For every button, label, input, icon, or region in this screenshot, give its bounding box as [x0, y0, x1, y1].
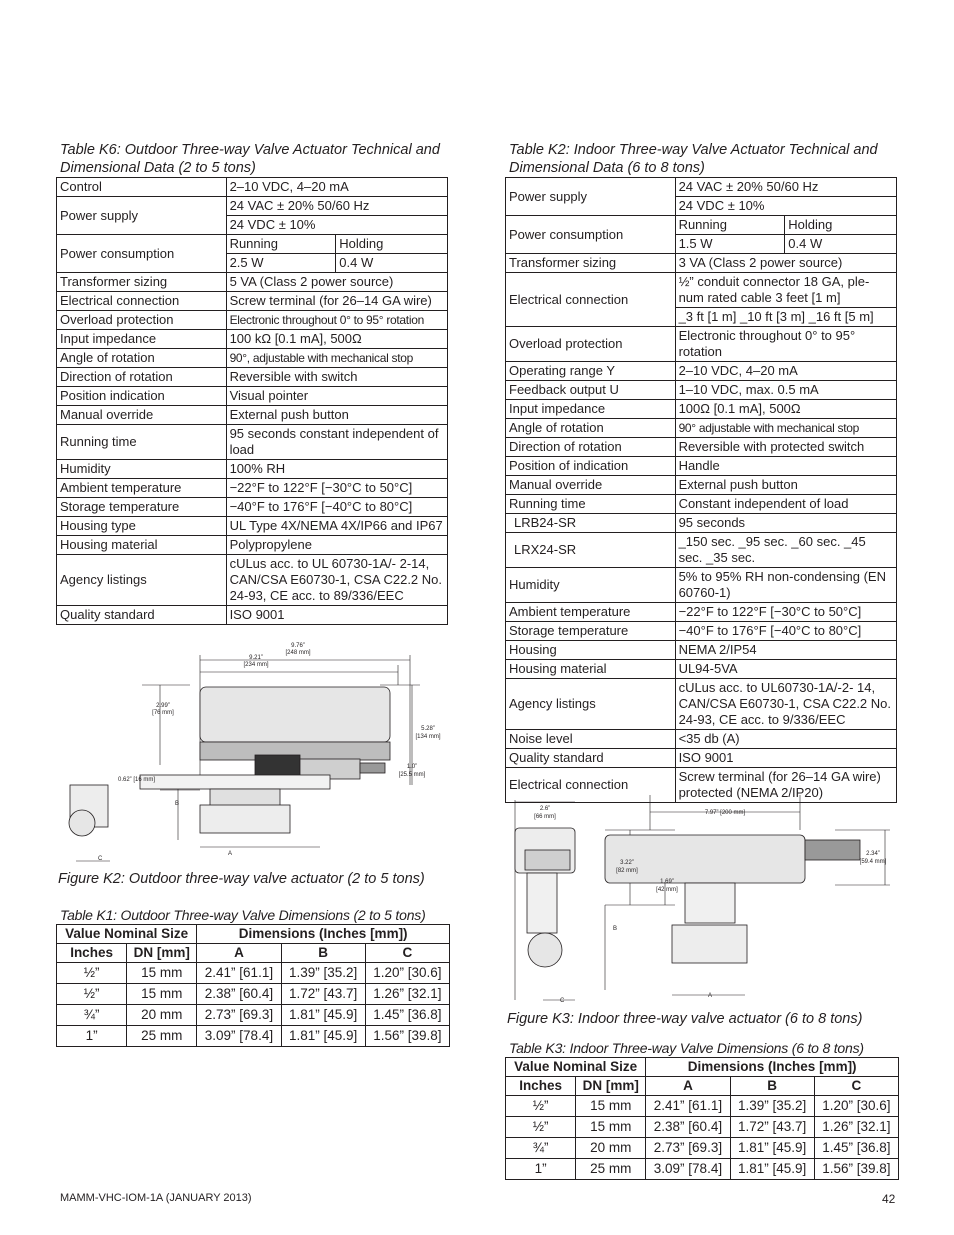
svg-text:[66 mm]: [66 mm] — [534, 814, 556, 820]
table-row: Housing material Polypropylene — [57, 536, 448, 555]
table-row: Inches DN [mm] A B C — [506, 1077, 899, 1096]
svg-text:1.69”: 1.69” — [660, 879, 674, 885]
table-row: Humidity 5% to 95% RH non-condensing (EN 60760-1) — [506, 568, 897, 603]
svg-text:[76 mm]: [76 mm] — [152, 710, 174, 716]
table-row: ½” 15 mm 2.38” [60.4] 1.72” [43.7] 1.26” [32.1] — [506, 1117, 899, 1138]
table-row: ½” 15 mm 2.41” [61.1] 1.39” [35.2] 1.20” [30.6] — [57, 963, 450, 984]
table-row: Input impedance 100 kΩ [0.1 mA], 500Ω — [57, 330, 448, 349]
table-row: ¾” 20 mm 2.73” [69.3] 1.81” [45.9] 1.45” [36.8] — [57, 1005, 450, 1026]
table-row: _3 ft [1 m] _10 ft [3 m] _16 ft [5 m] — [506, 308, 897, 327]
table-row: ½” 15 mm 2.41” [61.1] 1.39” [35.2] 1.20” [30.6] — [506, 1096, 899, 1117]
table-row: Manual override External push button — [57, 406, 448, 425]
table-row: Power consumption Running Holding — [506, 216, 897, 235]
svg-text:[42 mm]: [42 mm] — [656, 887, 678, 893]
table-row: Storage temperature −40°F to 176°F [−40°C to 80°C] — [57, 498, 448, 517]
table-row: Value Nominal Size Dimensions (Inches [mm]) — [57, 925, 450, 944]
table-row: Operating range Y 2–10 VDC, 4–20 mA — [506, 362, 897, 381]
table-row: Electrical connection Screw terminal (for 26–14 GA wire) — [57, 292, 448, 311]
outdoor-actuator-drawing — [60, 635, 460, 865]
table-row: Quality standard ISO 9001 — [506, 749, 897, 768]
table-row: Power supply 24 VAC ± 20% 50/60 Hz — [57, 197, 448, 216]
table-row: Ambient temperature −22°F to 122°F [−30°C to 50°C] — [57, 479, 448, 498]
svg-text:3.22”: 3.22” — [620, 860, 634, 866]
figure-k3-caption: Figure K3: Indoor three-way valve actuator (6 to 8 tons) — [507, 1011, 863, 1027]
table-k2-caption: Table K2: Indoor Three-way Valve Actuator Technical and Dimensional Data (6 to 8 tons) — [509, 142, 878, 176]
table-row: Angle of rotation 90° adjustable with mechanical stop — [506, 419, 897, 438]
table-row: 2.5 W 0.4 W — [57, 254, 448, 273]
table-row: Noise level <35 db (A) — [506, 730, 897, 749]
svg-text:7.97” [200 mm]: 7.97” [200 mm] — [704, 810, 746, 816]
table-row: ¾” 20 mm 2.73” [69.3] 1.81” [45.9] 1.45” [36.8] — [506, 1138, 899, 1159]
svg-text:9.76”: 9.76” — [291, 643, 305, 649]
table-row: Input impedance 100Ω [0.1 mA], 500Ω — [506, 400, 897, 419]
svg-text:[59.4 mm]: [59.4 mm] — [859, 859, 887, 865]
table-row: Position indication Visual pointer — [57, 387, 448, 406]
svg-text:C: C — [98, 856, 103, 862]
table-row: 24 VDC ± 10% — [57, 216, 448, 235]
svg-text:1.0”: 1.0” — [406, 764, 418, 770]
indoor-actuator-drawing — [505, 790, 905, 1005]
svg-text:[25.5 mm]: [25.5 mm] — [398, 772, 426, 778]
table-row: 1” 25 mm 3.09” [78.4] 1.81” [45.9] 1.56” [39.8] — [57, 1026, 450, 1047]
table-k3-caption: Table K3: Indoor Three-way Valve Dimensions (6 to 8 tons) — [509, 1040, 864, 1056]
svg-text:2.6”: 2.6” — [539, 806, 551, 812]
table-row: Agency listings cULus acc. to UL60730-1A/-2- 14, CAN/CSA E60730-1, CSA C22.2 No. 24-93, CE acc. to 9/336/EEC — [506, 679, 897, 730]
svg-text:B: B — [175, 801, 180, 807]
svg-text:[234 mm]: [234 mm] — [243, 662, 269, 668]
svg-text:[134 mm]: [134 mm] — [415, 734, 441, 740]
table-row: Angle of rotation 90°, adjustable with mechanical stop — [57, 349, 448, 368]
table-row: Feedback output U 1–10 VDC, max. 0.5 mA — [506, 381, 897, 400]
table-row: Housing type UL Type 4X/NEMA 4X/IP66 and IP67 — [57, 517, 448, 536]
table-row: Direction of rotation Reversible with protected switch — [506, 438, 897, 457]
svg-text:C: C — [560, 998, 565, 1004]
table-row: Storage temperature −40°F to 176°F [−40°C to 80°C] — [506, 622, 897, 641]
table-row: 24 VDC ± 10% — [506, 197, 897, 216]
table-k6-caption: Table K6: Outdoor Three-way Valve Actuator Technical and Dimensional Data (2 to 5 tons) — [60, 142, 440, 176]
table-k3 — [505, 1057, 899, 1180]
table-row: Overload protection Electronic throughout 0° to 95° rotation — [57, 311, 448, 330]
table-row: Electrical connection ½” conduit connector 18 GA, ple-num rated cable 3 feet [1 m] — [506, 273, 897, 308]
table-row: 1.5 W 0.4 W — [506, 235, 897, 254]
table-row: Position of indication Handle — [506, 457, 897, 476]
table-row: LRB24-SR 95 seconds — [506, 514, 897, 533]
table-row: Agency listings cULus acc. to UL 60730-1A/- 2-14, CAN/CSA E60730-1, CSA C22.2 No. 24-93, CE acc. to 89/336/EEC — [57, 555, 448, 606]
svg-text:2.99”: 2.99” — [156, 703, 170, 709]
table-row: Control 2–10 VDC, 4–20 mA — [57, 178, 448, 197]
page-number: 42 — [882, 1192, 896, 1206]
svg-text:9.21”: 9.21” — [249, 655, 263, 661]
table-k1-caption: Table K1: Outdoor Three-way Valve Dimensions (2 to 5 tons) — [60, 907, 426, 923]
document-id: MAMM-VHC-IOM-1A (JANUARY 2013) — [60, 1192, 252, 1204]
table-row: Quality standard ISO 9001 — [57, 606, 448, 625]
svg-text:[82 mm]: [82 mm] — [616, 868, 638, 874]
table-row: Housing NEMA 2/IP54 — [506, 641, 897, 660]
table-row: Running time 95 seconds constant independent of load — [57, 425, 448, 460]
table-row: Overload protection Electronic throughout 0° to 95° rotation — [506, 327, 897, 362]
table-row: Humidity 100% RH — [57, 460, 448, 479]
table-row: Power supply 24 VAC ± 20% 50/60 Hz — [506, 178, 897, 197]
svg-text:0.62” [16 mm]: 0.62” [16 mm] — [118, 777, 156, 783]
figure-k2-caption: Figure K2: Outdoor three-way valve actuator (2 to 5 tons) — [58, 871, 425, 887]
table-row: LRX24-SR _150 sec. _95 sec. _60 sec. _45 sec. _35 sec. — [506, 533, 897, 568]
table-row: Electrical connection Screw terminal (for 26–14 GA wire) protected (NEMA 2/IP20) — [506, 768, 897, 803]
table-row: Direction of rotation Reversible with switch — [57, 368, 448, 387]
table-k2 — [505, 177, 897, 803]
table-k6 — [56, 177, 448, 625]
table-row: Power consumption Running Holding — [57, 235, 448, 254]
table-row: Ambient temperature −22°F to 122°F [−30°C to 50°C] — [506, 603, 897, 622]
svg-text:A: A — [708, 993, 713, 999]
table-row: Transformer sizing 5 VA (Class 2 power source) — [57, 273, 448, 292]
table-row: Transformer sizing 3 VA (Class 2 power source) — [506, 254, 897, 273]
table-row: Manual override External push button — [506, 476, 897, 495]
svg-text:[248 mm]: [248 mm] — [285, 650, 311, 656]
svg-text:A: A — [228, 851, 233, 857]
svg-text:B: B — [613, 926, 618, 932]
table-row: Inches DN [mm] A B C — [57, 944, 450, 963]
svg-text:5.28”: 5.28” — [421, 726, 435, 732]
table-k1 — [56, 924, 450, 1047]
table-row: Running time Constant independent of load — [506, 495, 897, 514]
table-row: ½” 15 mm 2.38” [60.4] 1.72” [43.7] 1.26” [32.1] — [57, 984, 450, 1005]
table-row: 1” 25 mm 3.09” [78.4] 1.81” [45.9] 1.56” [39.8] — [506, 1159, 899, 1180]
table-row: Value Nominal Size Dimensions (Inches [mm]) — [506, 1058, 899, 1077]
svg-text:2.34”: 2.34” — [866, 851, 880, 857]
table-row: Housing material UL94-5VA — [506, 660, 897, 679]
